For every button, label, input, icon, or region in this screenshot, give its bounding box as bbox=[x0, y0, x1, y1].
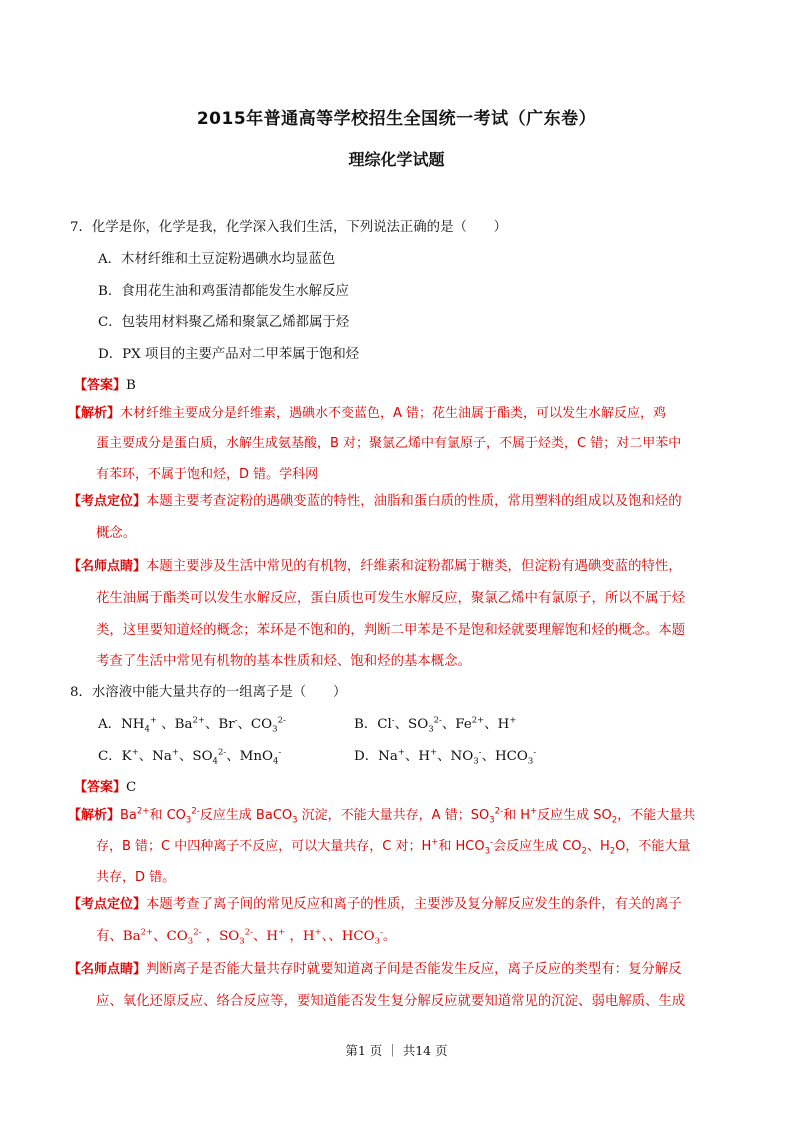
tip-tag: 【名师点睛】 bbox=[68, 962, 147, 977]
q8-answer bbox=[74, 779, 136, 797]
q7-tip-line-2: 花生油属于酯类可以发生水解反应，蛋白质也可发生水解反应，聚氯乙烯中有氯原子，所以不属于烃 bbox=[96, 591, 686, 606]
ion-text: Na bbox=[378, 749, 398, 764]
q7-option-b: B．食用花生油和鸡蛋清都能发生水解反应 bbox=[98, 284, 349, 299]
superscript: 2- bbox=[494, 806, 504, 817]
superscript: + bbox=[149, 715, 158, 726]
analysis-tag: 【解析】 bbox=[68, 406, 121, 421]
superscript: + bbox=[131, 747, 139, 758]
q7-stem: 7．化学是你，化学是我，化学深入我们生活，下列说法正确的是（ ） bbox=[70, 220, 508, 235]
text-run: 存，B 错；C 中四种离子不反应，可以大量共存，C 对；H bbox=[96, 839, 432, 854]
point-tag: 【考点定位】 bbox=[68, 494, 147, 509]
q7-analysis-line-1 bbox=[68, 405, 666, 423]
text-run: 反应生成 SO bbox=[537, 808, 612, 823]
q8-tip-line-1 bbox=[68, 961, 682, 979]
q7-tip-line-3: 类，这里要知道烃的概念；苯环是不饱和的，判断二甲苯是不是饱和烃就要理解饱和烃的概念。本题 bbox=[96, 623, 686, 638]
superscript: 2+ bbox=[136, 806, 150, 817]
q7-analysis-line-2: 蛋主要成分是蛋白质，水解生成氨基酸，B 对；聚氯乙烯中有氯原子，不属于烃类，C 错；对二甲苯中 bbox=[96, 436, 682, 451]
subscript: 3 bbox=[272, 724, 278, 735]
superscript: 2+ bbox=[140, 927, 154, 938]
answer-value: C bbox=[126, 780, 137, 795]
superscript: + bbox=[530, 806, 538, 817]
subscript: 3 bbox=[428, 724, 434, 735]
q8-analysis-line-2 bbox=[96, 838, 690, 856]
superscript: 2- bbox=[191, 806, 200, 817]
ion-text: 、Fe bbox=[441, 717, 472, 732]
q7-answer bbox=[74, 377, 136, 395]
subscript: 3 bbox=[489, 815, 495, 826]
q7-point-line-1 bbox=[68, 493, 682, 511]
point-text: 本题考查了离子间的常见反应和离子的性质，主要涉及复分解反应发生的条件，有关的离子 bbox=[146, 897, 682, 912]
option-label: B． bbox=[354, 717, 378, 732]
ion-text: 、Ba bbox=[157, 717, 193, 732]
subscript: 2 bbox=[611, 815, 618, 826]
q7-analysis-line-3: 有苯环，不属于饱和烃，D 错。学科网 bbox=[96, 467, 319, 482]
superscript: - bbox=[490, 837, 494, 848]
text-run: 和 CO bbox=[149, 808, 186, 823]
q8-option-a bbox=[98, 716, 286, 734]
ion-text: 、CO bbox=[237, 717, 273, 732]
q7-option-c: C．包装用材料聚乙烯和聚氯乙烯都属于烃 bbox=[98, 315, 350, 330]
text-run: 、H bbox=[586, 839, 610, 854]
superscript: 2- bbox=[277, 715, 286, 726]
text-run: 、H bbox=[252, 929, 279, 944]
subscript: 4 bbox=[212, 756, 218, 767]
q8-point-line-2 bbox=[96, 928, 396, 946]
q8-option-d bbox=[354, 748, 536, 766]
ion-text: 、Na bbox=[138, 749, 172, 764]
q8-tip-line-2: 应、氧化还原反应、络合反应等，要知道能否发生复分解反应就要知道常见的沉淀、弱电解质、生成 bbox=[96, 994, 686, 1009]
text-run: 会反应生成 CO bbox=[493, 839, 582, 854]
ion-text: 、SO bbox=[394, 717, 429, 732]
subscript: 3 bbox=[292, 815, 298, 826]
subscript: 3 bbox=[473, 756, 479, 767]
text-run: Ba bbox=[120, 808, 137, 823]
superscript: + bbox=[431, 837, 439, 848]
superscript: 2- bbox=[433, 715, 442, 726]
text-run: 和 H bbox=[503, 808, 531, 823]
q8-stem: 8．水溶液中能大量共存的一组离子是（ ） bbox=[70, 685, 347, 700]
superscript: - bbox=[234, 715, 238, 726]
q8-option-c bbox=[98, 748, 281, 766]
superscript: 2- bbox=[193, 927, 202, 938]
point-tag: 【考点定位】 bbox=[68, 897, 147, 912]
q7-tip-line-1 bbox=[68, 558, 682, 576]
ion-text: 、HCO bbox=[481, 749, 528, 764]
q7-option-d: D．PX 项目的主要产品对二甲苯属于饱和烃 bbox=[98, 347, 360, 362]
analysis-text: 木材纤维主要成分是纤维素，遇碘水不变蓝色，A 错；花生油属于酯类，可以发生水解反应，鸡 bbox=[120, 406, 667, 421]
q8-point-line-1 bbox=[68, 896, 682, 914]
ion-text: Cl bbox=[377, 717, 392, 732]
text-run: 、CO bbox=[153, 929, 188, 944]
subscript: 2 bbox=[581, 846, 587, 857]
superscript: - bbox=[533, 747, 537, 758]
subscript: 3 bbox=[185, 815, 192, 826]
text-run: 和 HCO bbox=[438, 839, 485, 854]
superscript: 2- bbox=[217, 747, 227, 758]
answer-tag: 【答案】 bbox=[74, 780, 127, 795]
analysis-tag: 【解析】 bbox=[68, 808, 121, 823]
q7-tip-line-4: 考查了生活中常见有机物的基本性质和烃、饱和烃的基本概念。 bbox=[96, 654, 471, 669]
text-run: ，不能大量共 bbox=[617, 808, 696, 823]
option-label: C． bbox=[98, 749, 122, 764]
q8-option-b bbox=[354, 716, 517, 734]
superscript: + bbox=[171, 747, 179, 758]
superscript: - bbox=[391, 715, 395, 726]
text-run: ，H bbox=[285, 929, 315, 944]
superscript: + bbox=[314, 927, 322, 938]
ion-text: 、Br bbox=[205, 717, 235, 732]
superscript: - bbox=[278, 747, 282, 758]
page-footer: 第1 页 ｜ 共14 页 bbox=[345, 1043, 448, 1058]
superscript: + bbox=[397, 747, 405, 758]
ion-text: 、H bbox=[484, 717, 510, 732]
text-run: ，SO bbox=[201, 929, 240, 944]
subscript: 3 bbox=[527, 756, 534, 767]
text-run: O，不能大量 bbox=[615, 839, 691, 854]
text-run: 反应生成 BaCO bbox=[199, 808, 293, 823]
tip-text: 判断离子是否能大量共存时就要知道离子间是否能发生反应，离子反应的类型有：复分解反 bbox=[146, 962, 682, 977]
superscript: + bbox=[430, 747, 438, 758]
subscript: 3 bbox=[187, 936, 194, 947]
ion-text: 、H bbox=[404, 749, 431, 764]
exam-title: 2015年普通高等学校招生全国统一考试（广东卷） bbox=[196, 109, 597, 129]
point-text: 本题主要考查淀粉的遇碘变蓝的特性，油脂和蛋白质的性质，常用塑料的组成以及饱和烃的 bbox=[146, 494, 682, 509]
subscript: 4 bbox=[272, 756, 279, 767]
superscript: 2+ bbox=[192, 715, 206, 726]
ion-text: NH bbox=[121, 717, 145, 732]
subscript: 3 bbox=[374, 936, 381, 947]
subscript: 3 bbox=[484, 846, 491, 857]
q8-analysis-line-3: 共存，D 错。 bbox=[96, 870, 176, 885]
q7-option-a: A．木材纤维和土豆淀粉遇碘水均显蓝色 bbox=[98, 252, 336, 267]
text-run: 。 bbox=[382, 929, 397, 944]
answer-value: B bbox=[126, 378, 136, 393]
exam-subtitle: 理综化学试题 bbox=[348, 150, 445, 169]
subscript: 3 bbox=[239, 936, 245, 947]
text-run: 有、Ba bbox=[96, 929, 141, 944]
ion-text: 、MnO bbox=[226, 749, 273, 764]
option-label: A． bbox=[98, 717, 122, 732]
option-label: D． bbox=[354, 749, 379, 764]
ion-text: K bbox=[121, 749, 132, 764]
analysis-text bbox=[120, 806, 696, 826]
superscript: 2- bbox=[244, 927, 253, 938]
text-run: 沉淀，不能大量共存，A 错；SO bbox=[297, 808, 490, 823]
tip-text: 本题主要涉及生活中常见的有机物，纤维素和淀粉都属于糖类，但淀粉有遇碘变蓝的特性， bbox=[146, 559, 682, 574]
superscript: 2+ bbox=[471, 715, 485, 726]
superscript: + bbox=[278, 927, 286, 938]
superscript: - bbox=[478, 747, 482, 758]
ion-text: 、NO bbox=[437, 749, 474, 764]
q8-analysis-line-1 bbox=[68, 807, 695, 825]
ion-text: 、SO bbox=[179, 749, 213, 764]
subscript: 4 bbox=[144, 724, 150, 735]
q7-point-line-2: 概念。 bbox=[96, 526, 137, 541]
superscript: - bbox=[380, 927, 383, 938]
text-run: 、、HCO bbox=[321, 929, 375, 944]
tip-tag: 【名师点睛】 bbox=[68, 559, 147, 574]
superscript: + bbox=[509, 715, 517, 726]
subscript: 2 bbox=[609, 846, 616, 857]
answer-tag: 【答案】 bbox=[74, 378, 127, 393]
